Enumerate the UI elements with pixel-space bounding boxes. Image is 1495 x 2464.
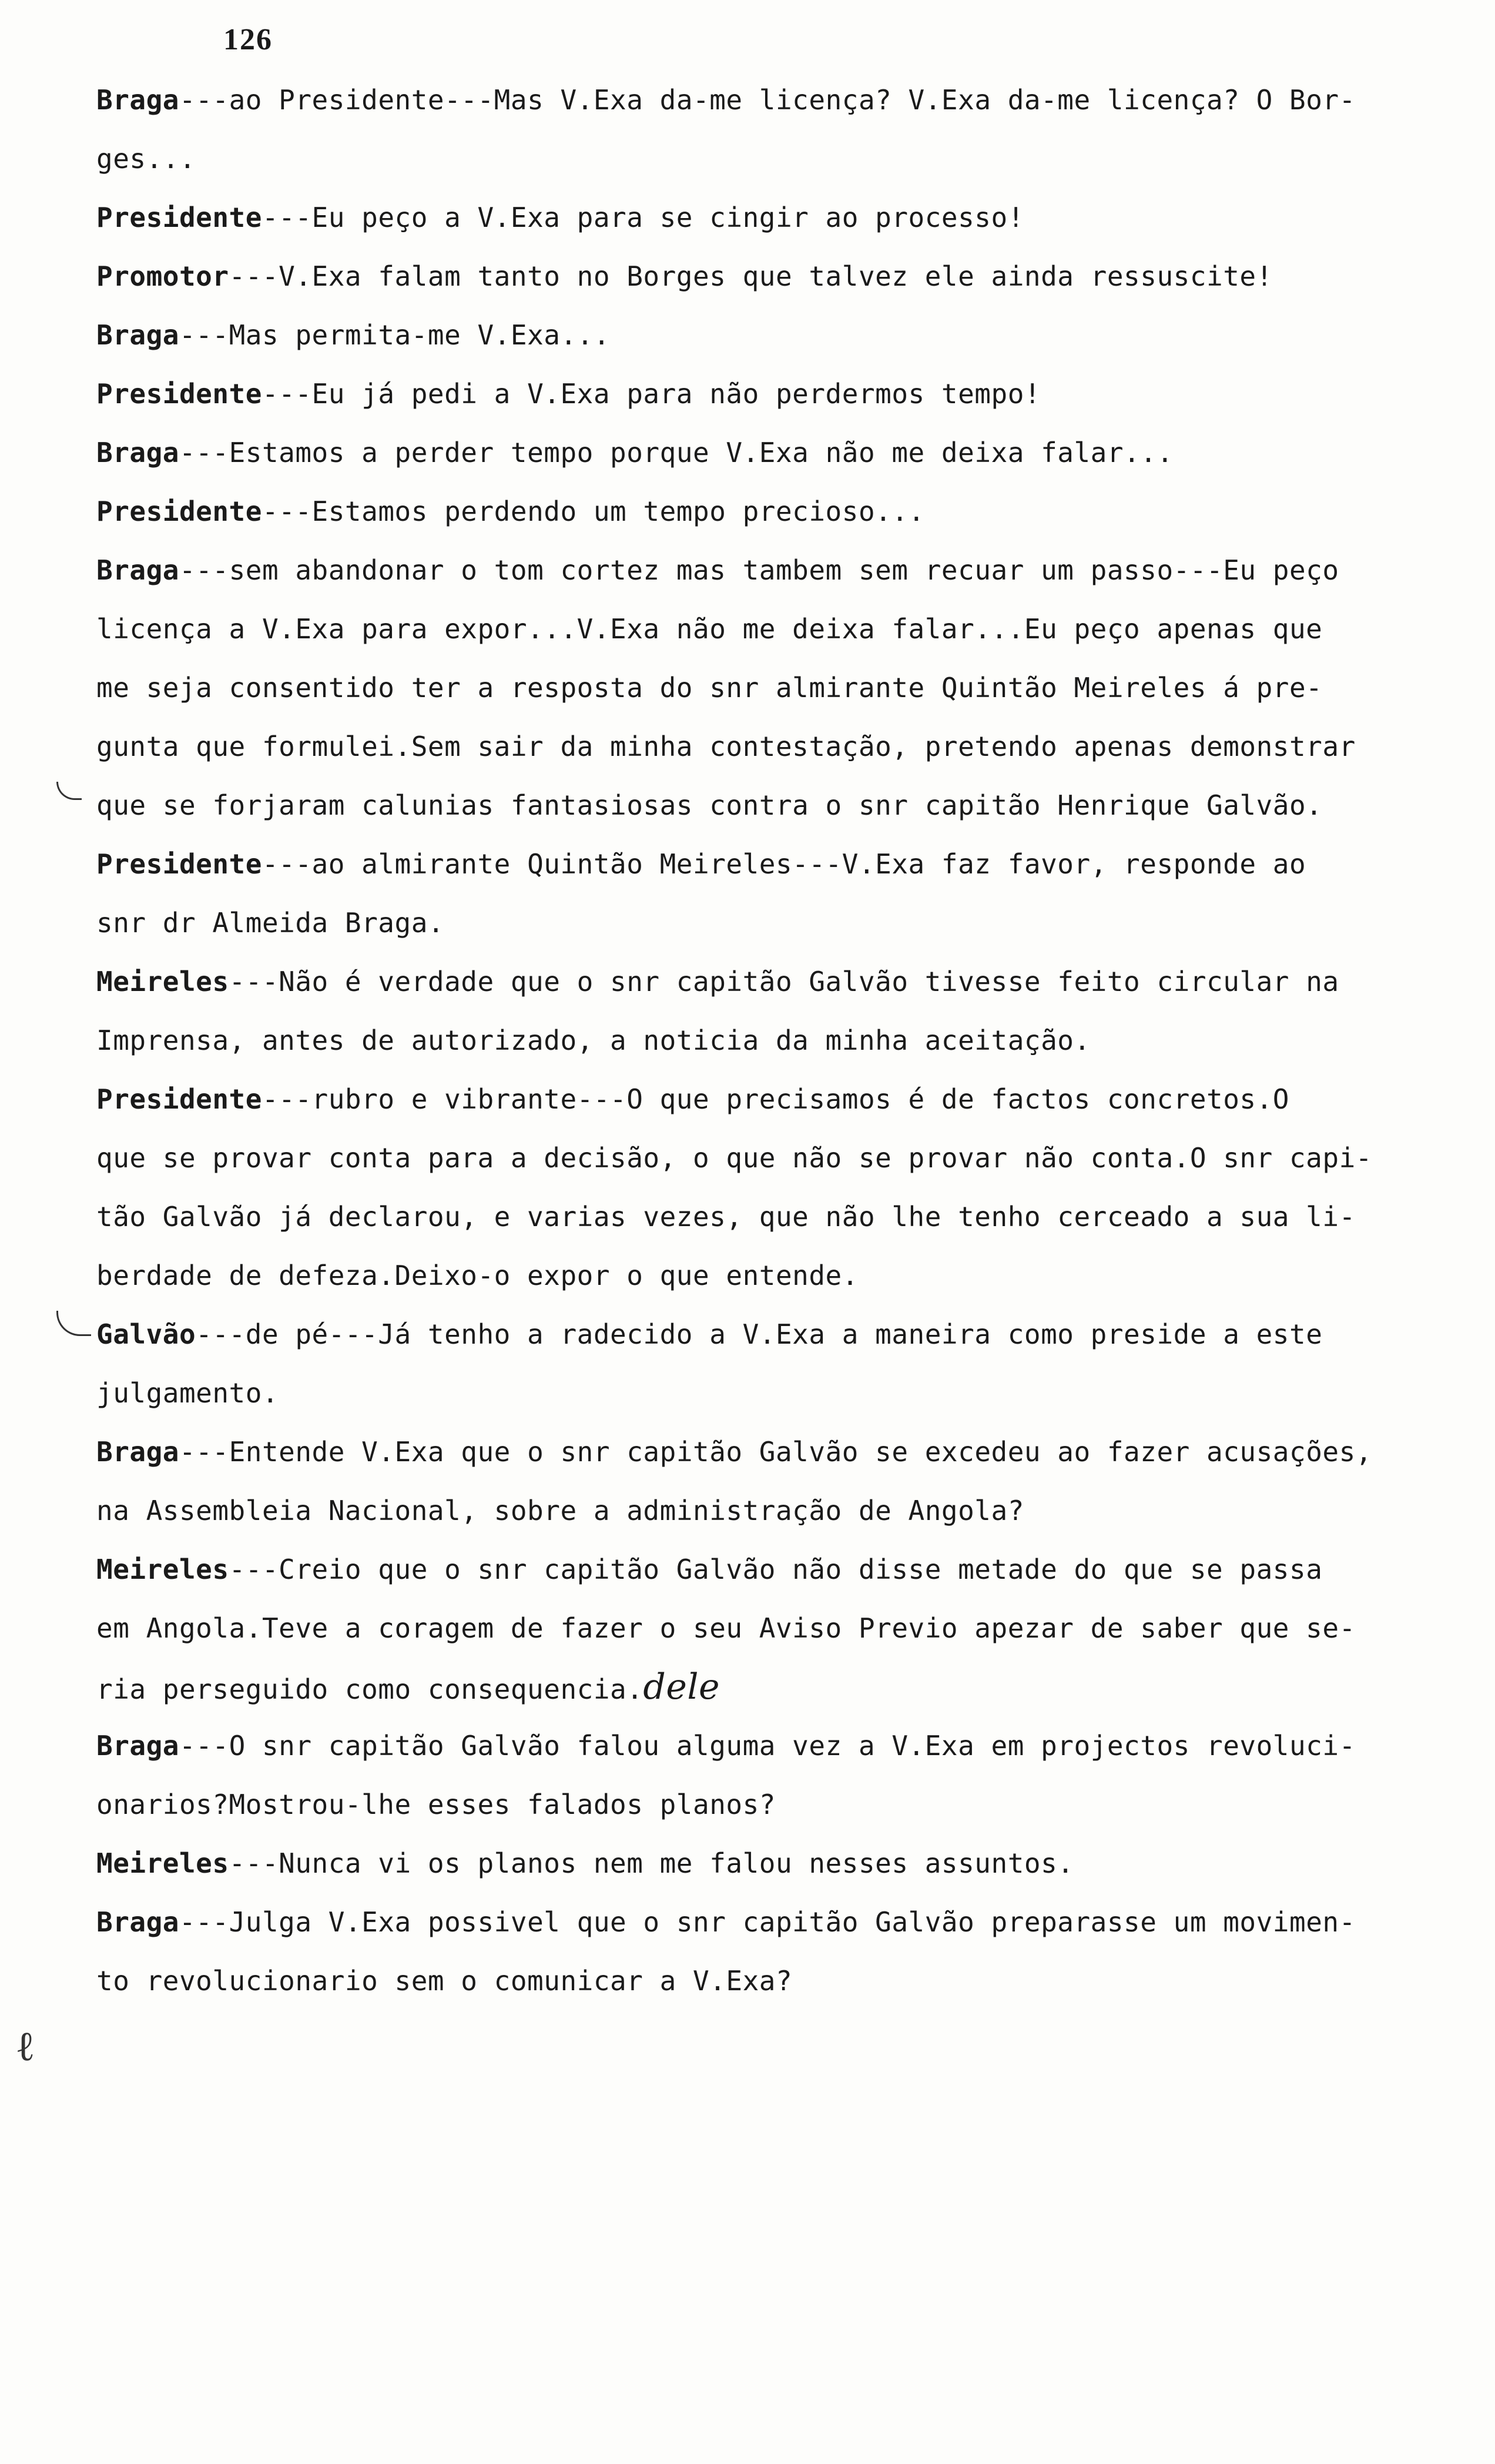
speaker-label: Braga — [96, 84, 179, 116]
line-text: em Angola.Teve a coragem de fazer o seu Aviso Previo apezar de saber que se- — [96, 1612, 1356, 1644]
line-text: ---rubro e vibrante---O que precisamos é de factos concretos.O — [262, 1083, 1290, 1115]
speaker-label: Braga — [96, 1436, 179, 1468]
line-text: ---Entende V.Exa que o snr capitão Galvão se excedeu ao fazer acusações, — [179, 1436, 1372, 1468]
speaker-label: Galvão — [96, 1318, 196, 1350]
transcript-line — [96, 376, 1041, 411]
transcript-line — [96, 729, 1356, 764]
line-text: ---Julga V.Exa possivel que o snr capitão Galvão preparasse um movimen- — [179, 1906, 1356, 1938]
line-text: me seja consentido ter a resposta do snr almirante Quintão Meireles á pre- — [96, 672, 1323, 704]
margin-mark — [56, 1311, 91, 1336]
transcript-line — [96, 670, 1322, 705]
line-text: ---sem abandonar o tom cortez mas tambem sem recuar um passo---Eu peço — [179, 554, 1339, 586]
speaker-label: Braga — [96, 1730, 179, 1762]
transcript-line — [96, 1611, 1356, 1646]
transcript-line — [96, 1963, 792, 1998]
line-text: ---Creio que o snr capitão Galvão não disse metade do que se passa — [229, 1554, 1323, 1585]
page-number: 126 — [223, 23, 273, 56]
transcript-line — [96, 1082, 1289, 1117]
line-text: na Assembleia Nacional, sobre a administração de Angola? — [96, 1495, 1024, 1526]
line-text: ---Estamos a perder tempo porque V.Exa não me deixa falar... — [179, 437, 1174, 468]
line-text: que se forjaram calunias fantasiosas contra o snr capitão Henrique Galvão. — [96, 789, 1323, 821]
line-text: to revolucionario sem o comunicar a V.Exa? — [96, 1965, 793, 1997]
transcript-line — [96, 1846, 1074, 1881]
line-text: tão Galvão já declarou, e varias vezes, que não lhe tenho cerceado a sua li- — [96, 1201, 1356, 1233]
transcript-line — [96, 1728, 1356, 1763]
transcript-line — [96, 553, 1339, 588]
transcript-line — [96, 141, 196, 176]
speaker-label: Presidente — [96, 496, 262, 527]
speaker-label: Promotor — [96, 260, 229, 292]
transcript-line — [96, 1787, 776, 1822]
speaker-label: Meireles — [96, 1847, 229, 1879]
speaker-label: Braga — [96, 554, 179, 586]
line-text: gunta que formulei.Sem sair da minha contestação, pretendo apenas demonstrar — [96, 731, 1356, 762]
line-text: ---de pé---Já tenho a radecido a V.Exa a maneira como preside a este — [196, 1318, 1323, 1350]
line-text: ria perseguido como consequencia. — [96, 1673, 643, 1705]
line-text: ---Nunca vi os planos nem me falou nesses assuntos. — [229, 1847, 1074, 1879]
speaker-label: Meireles — [96, 1554, 229, 1585]
transcript-line — [96, 964, 1339, 999]
line-text: ---Estamos perdendo um tempo precioso... — [262, 496, 925, 527]
transcript-line — [96, 1552, 1322, 1587]
line-text: ---Eu peço a V.Exa para se cingir ao processo! — [262, 202, 1024, 233]
line-text: ---Não é verdade que o snr capitão Galvão tivesse feito circular na — [229, 966, 1339, 997]
line-text: que se provar conta para a decisão, o que não se provar não conta.O snr capi- — [96, 1142, 1372, 1174]
transcript-line — [96, 1023, 1091, 1058]
line-text: ---ao Presidente---Mas V.Exa da-me licença? V.Exa da-me licença? O Bor- — [179, 84, 1356, 116]
transcript-line — [96, 435, 1174, 470]
line-text: ges... — [96, 143, 196, 175]
margin-tick-icon: ℓ — [15, 2022, 35, 2070]
line-text: julgamento. — [96, 1377, 279, 1409]
transcript-line — [96, 905, 444, 940]
line-text: berdade de defeza.Deixo-o expor o que entende. — [96, 1260, 859, 1291]
transcript-line — [96, 1258, 859, 1293]
speaker-label: Presidente — [96, 848, 262, 880]
handwritten-annotation: dele — [643, 1666, 720, 1708]
speaker-label: Braga — [96, 1906, 179, 1938]
line-text: ---Mas permita-me V.Exa... — [179, 319, 611, 351]
transcript-line — [96, 1434, 1372, 1469]
line-text: ---O snr capitão Galvão falou alguma vez a V.Exa em projectos revoluci- — [179, 1730, 1356, 1762]
transcript-line — [96, 788, 1322, 823]
transcript-line — [96, 611, 1322, 647]
transcript-line — [96, 1493, 1024, 1528]
transcript-line — [96, 317, 610, 353]
transcript-line — [96, 259, 1273, 294]
transcript-line — [96, 1199, 1356, 1234]
line-text: ---V.Exa falam tanto no Borges que talvez ele ainda ressuscite! — [229, 260, 1273, 292]
margin-mark — [56, 782, 82, 800]
speaker-label: Presidente — [96, 202, 262, 233]
transcript-line — [96, 200, 1024, 235]
transcript-line — [96, 82, 1356, 118]
transcript-line — [96, 1666, 720, 1708]
transcript-line — [96, 1375, 279, 1411]
speaker-label: Braga — [96, 319, 179, 351]
transcript-line — [96, 1317, 1322, 1352]
speaker-label: Presidente — [96, 1083, 262, 1115]
transcript-line — [96, 846, 1306, 882]
line-text: snr dr Almeida Braga. — [96, 907, 445, 939]
transcript-line — [96, 1904, 1356, 1940]
transcript-line — [96, 1140, 1372, 1176]
transcript-line — [96, 494, 925, 529]
line-text: Imprensa, antes de autorizado, a noticia da minha aceitação. — [96, 1025, 1091, 1056]
line-text: licença a V.Exa para expor...V.Exa não me deixa falar...Eu peço apenas que — [96, 613, 1323, 645]
line-text: ---Eu já pedi a V.Exa para não perdermos tempo! — [262, 378, 1041, 410]
speaker-label: Meireles — [96, 966, 229, 997]
speaker-label: Braga — [96, 437, 179, 468]
speaker-label: Presidente — [96, 378, 262, 410]
line-text: onarios?Mostrou-lhe esses falados planos? — [96, 1789, 776, 1820]
line-text: ---ao almirante Quintão Meireles---V.Exa faz favor, responde ao — [262, 848, 1306, 880]
